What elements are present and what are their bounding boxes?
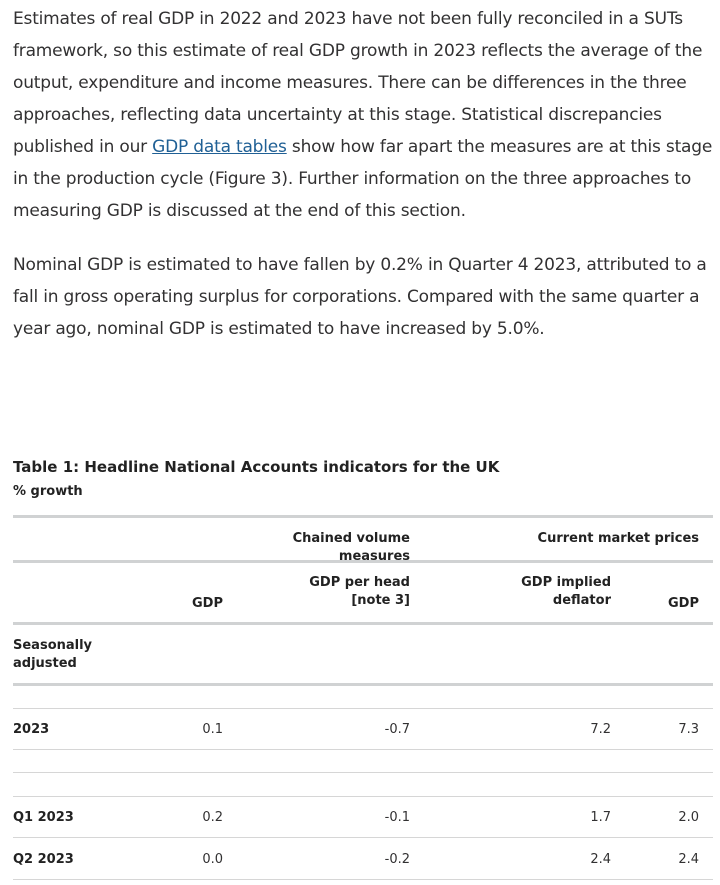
cell-2023-gdp-per-head: -0.7 — [384, 722, 410, 737]
column-header-gdp-per-head-line2: [note 3] — [351, 593, 410, 608]
table-rule-row-q2 — [13, 879, 713, 880]
column-header-gdp-current: GDP — [668, 596, 699, 611]
table-rule-spacer-2 — [13, 772, 713, 773]
cell-q2-2023-gdp-current: 2.4 — [678, 852, 699, 867]
table-rule-row-q1 — [13, 837, 713, 838]
column-header-deflator-line2: deflator — [552, 593, 611, 608]
cell-q1-2023-deflator: 1.7 — [590, 810, 611, 825]
gdp-data-tables-link[interactable]: GDP data tables — [152, 137, 287, 157]
paragraph-nominal-gdp: Nominal GDP is estimated to have fallen by 0.2% in Quarter 4 2023, attributed to a fall in gross operating surplus for corporations. Compared with the same quarter a year ago, nominal GDP is estimated to have increased by 5.0%. — [13, 255, 707, 339]
section-label-seasonally-adjusted — [13, 637, 163, 673]
cell-q1-2023-gdp: 0.2 — [202, 810, 223, 825]
table-rule-spacer-1 — [13, 708, 713, 709]
cell-2023-gdp-current: 7.3 — [678, 722, 699, 737]
table-subtitle: % growth — [13, 484, 83, 499]
section-label-line2: adjusted — [13, 656, 77, 671]
column-header-deflator — [473, 574, 611, 610]
table-title: Table 1: Headline National Accounts indicators for the UK — [13, 458, 500, 476]
cell-q1-2023-gdp-per-head: -0.1 — [384, 810, 410, 825]
cell-2023-deflator: 7.2 — [590, 722, 611, 737]
section-label-line1: Seasonally — [13, 638, 93, 653]
paragraph-text-before-link: Estimates of real GDP in 2022 and 2023 have not been fully reconciled in a SUTs framework, so this estimate of real GDP growth in 2023 reflects the average of the output, expenditure and income measures. There can be differences in the three approaches, reflecting data uncertainty at this stage. Statistical discrepancies published in our — [13, 9, 703, 157]
cell-2023-gdp: 0.1 — [202, 722, 223, 737]
row-label-q2-2023: Q2 2023 — [13, 852, 74, 867]
article-content — [13, 0, 713, 867]
column-header-gdp: GDP — [192, 596, 223, 611]
table-rule-spacer-3 — [13, 796, 713, 797]
row-label-2023: 2023 — [13, 722, 50, 737]
table-rule-section — [13, 683, 713, 686]
cell-q2-2023-gdp-per-head: -0.2 — [384, 852, 410, 867]
table-rule-row-2023 — [13, 749, 713, 750]
cell-q2-2023-gdp: 0.0 — [202, 852, 223, 867]
group-header-chained: Chained volume measures — [292, 531, 410, 564]
column-header-gdp-per-head-line1: GDP per head — [309, 575, 410, 590]
row-label-q1-2023: Q1 2023 — [13, 810, 74, 825]
group-header-current: Current market prices — [537, 531, 699, 546]
paragraph-reconciliation — [13, 0, 713, 227]
table-rule-group — [13, 560, 713, 563]
column-header-deflator-line1: GDP implied — [521, 575, 611, 590]
table-rule-top — [13, 515, 713, 518]
cell-q1-2023-gdp-current: 2.0 — [678, 810, 699, 825]
paragraph-text-after-link: show how far apart the measures are at this stage in the production cycle (Figure 3). Further information on the three approaches to measuring GDP is discussed at the end of this section. — [13, 137, 713, 221]
column-header-gdp-per-head — [253, 574, 410, 610]
cell-q2-2023-deflator: 2.4 — [590, 852, 611, 867]
table-rule-columns — [13, 622, 713, 625]
